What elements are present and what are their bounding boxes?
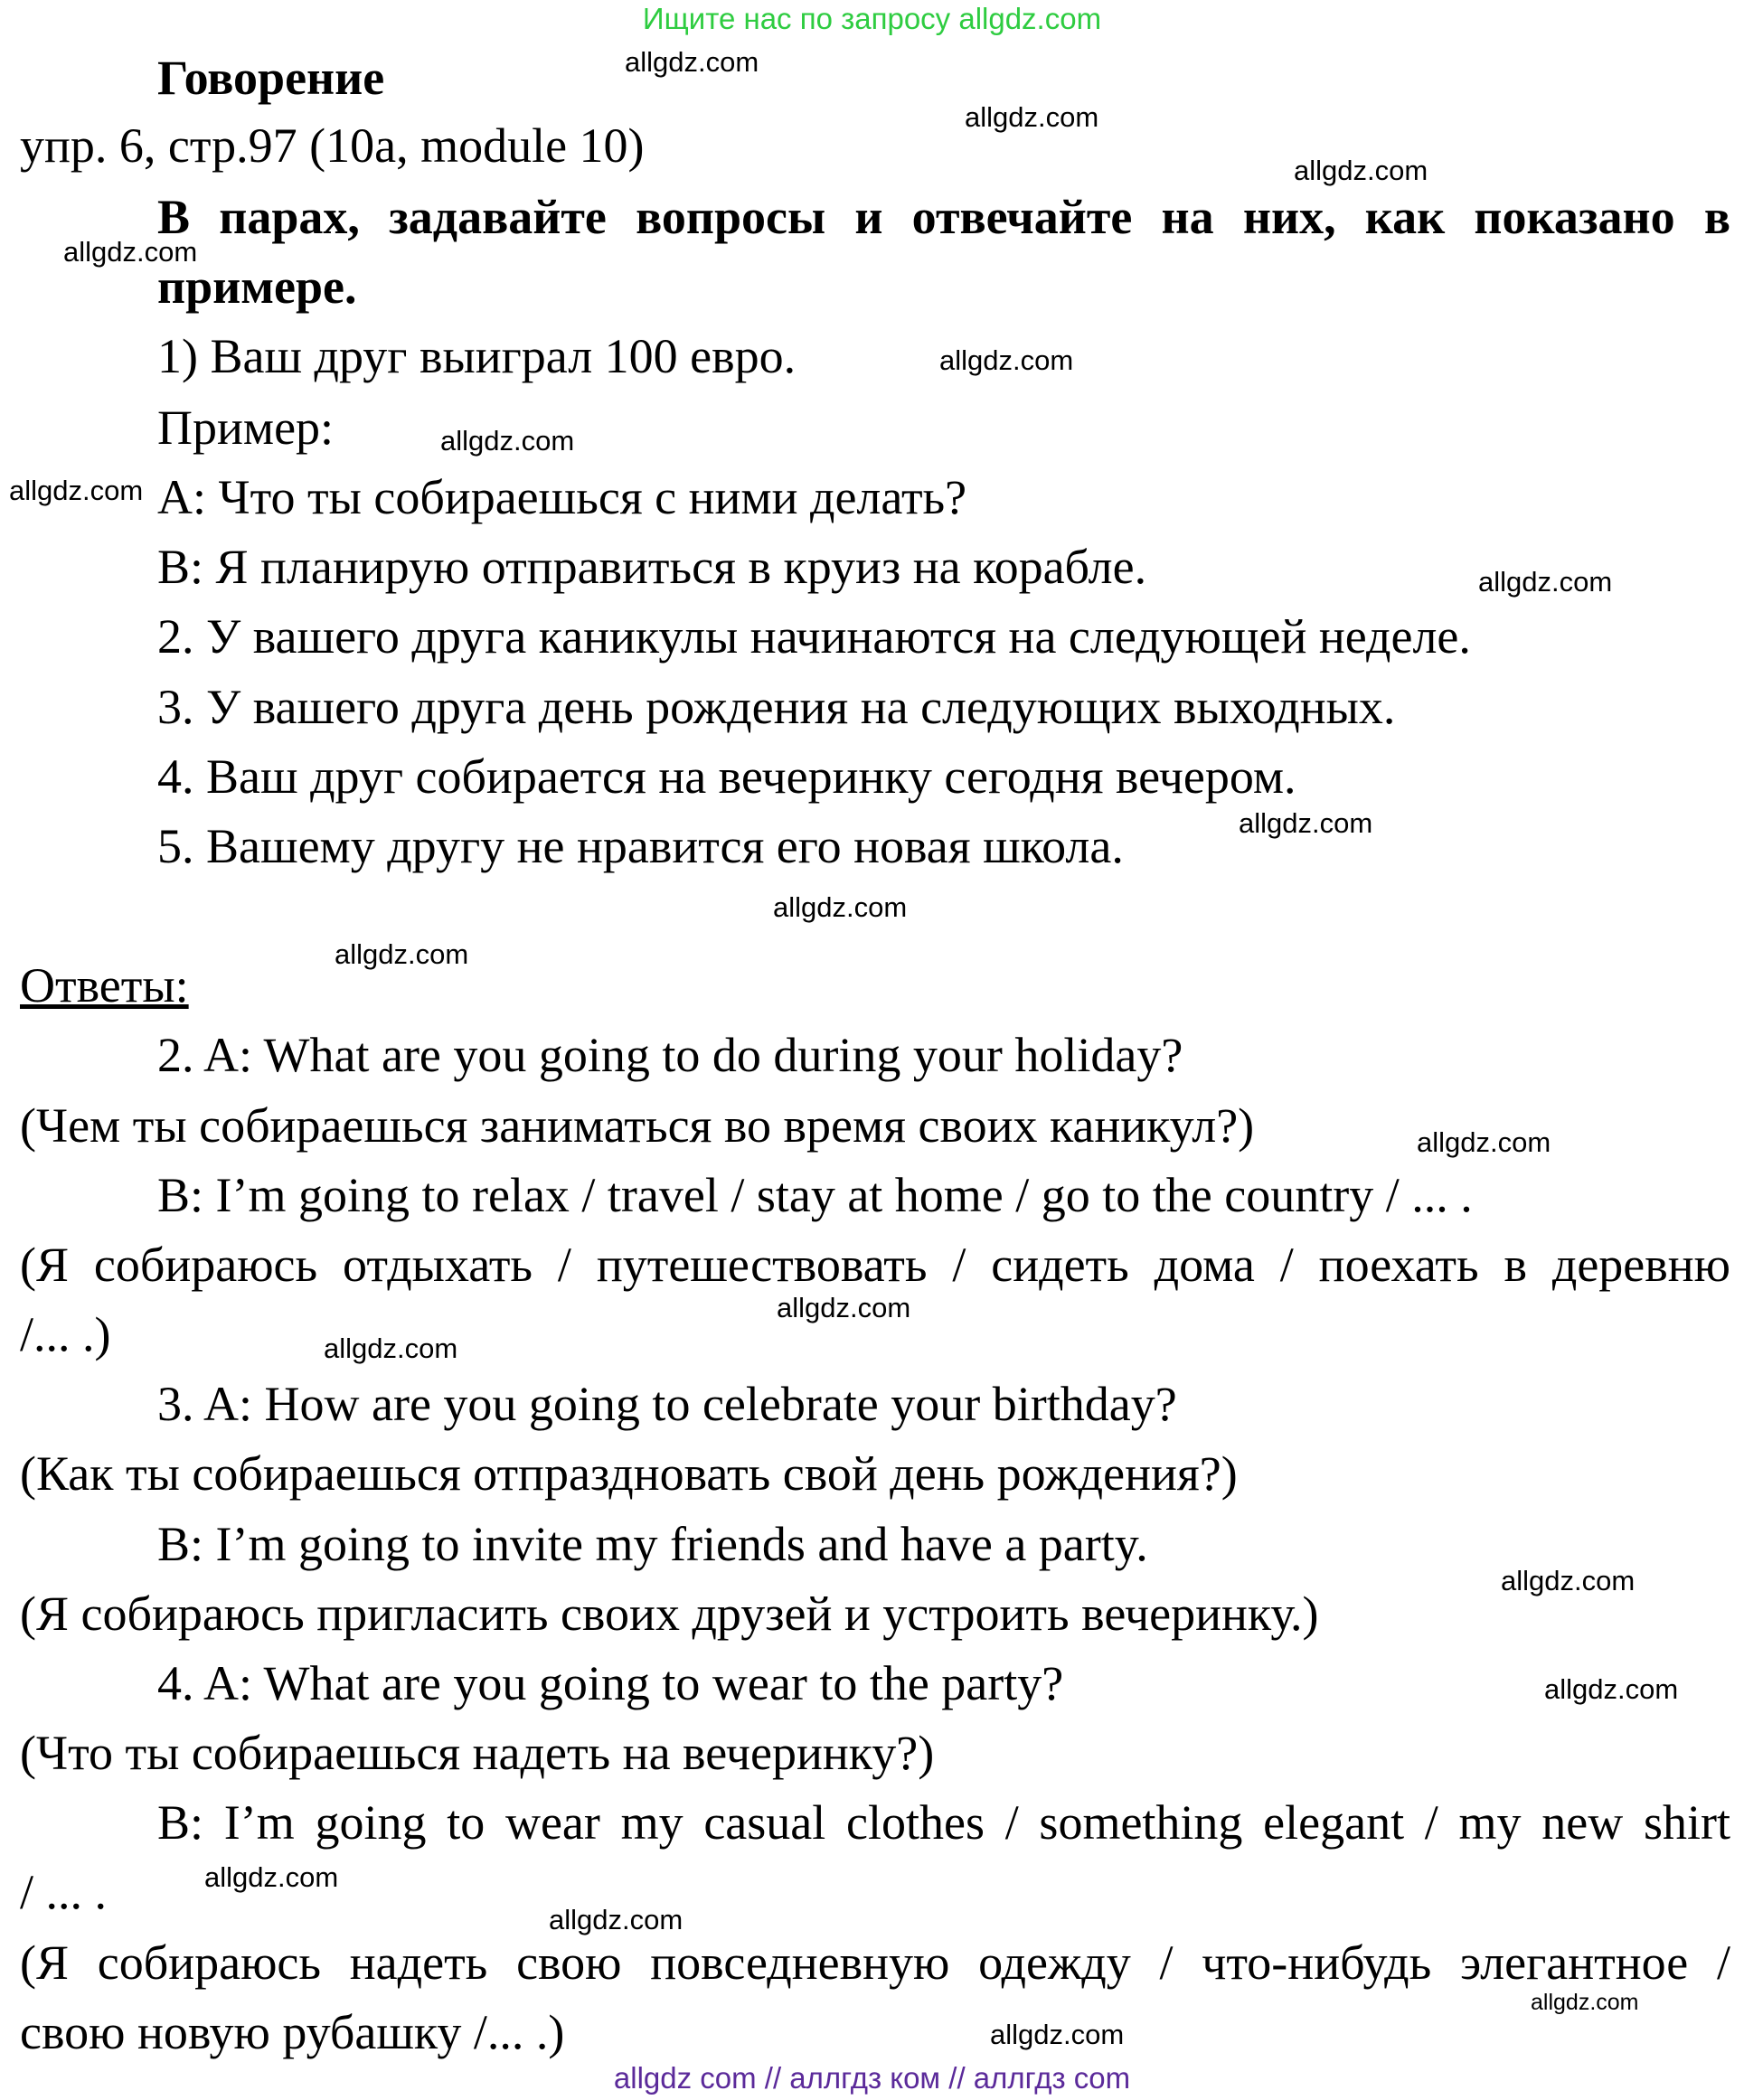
- answer-line: 3. A: How are you going to celebrate your birthday?: [157, 1377, 1177, 1431]
- answers-heading: Ответы:: [20, 958, 189, 1012]
- watermark: allgdz.com: [324, 1333, 458, 1364]
- search-banner: Ищите нас по запросу allgdz.com: [642, 2, 1102, 35]
- watermark: allgdz.com: [9, 475, 144, 506]
- task-line: 5. Вашему другу не нравится его новая школа.: [157, 819, 1124, 873]
- answer-line: (Что ты собираешься надеть на вечеринку?): [20, 1726, 935, 1780]
- watermark: allgdz.com: [204, 1861, 339, 1893]
- watermark: allgdz.com: [1478, 566, 1613, 598]
- watermark: allgdz.com: [1417, 1126, 1551, 1158]
- watermark: allgdz.com: [625, 46, 759, 78]
- watermark: allgdz.com: [965, 101, 1099, 133]
- watermark: allgdz.com: [1239, 807, 1373, 839]
- answer-line: / ... .: [20, 1865, 108, 1919]
- task-line: A: Что ты собираешься с ними делать?: [157, 470, 967, 524]
- watermark: allgdz.com: [1531, 1990, 1639, 2015]
- task-line: 4. Ваш друг собирается на вечеринку сегодня вечером.: [157, 749, 1296, 804]
- answer-line: B: I’m going to relax / travel / stay at home / go to the country / ... .: [157, 1168, 1473, 1222]
- watermark: allgdz.com: [1544, 1673, 1679, 1705]
- answer-line: (Я собираюсь надеть свою повседневную одежду / что-нибудь элегантное /: [20, 1935, 1730, 1990]
- watermark: allgdz.com: [777, 1292, 911, 1323]
- answer-line: /... .): [20, 1307, 111, 1361]
- watermark: allgdz.com: [440, 425, 575, 457]
- instruction-continued: примере.: [157, 259, 357, 314]
- answer-line: B: I’m going to invite my friends and have a party.: [157, 1517, 1148, 1571]
- watermark: allgdz.com: [1294, 155, 1428, 186]
- answer-line: B: I’m going to wear my casual clothes / something elegant / my new shirt: [157, 1795, 1730, 1850]
- task-line: Пример:: [157, 400, 335, 455]
- exercise-reference: упр. 6, стр.97 (10a, module 10): [20, 118, 645, 173]
- answer-line: (Я собираюсь отдыхать / путешествовать / сидеть дома / поехать в деревню: [20, 1238, 1730, 1292]
- task-line: 3. У вашего друга день рождения на следующих выходных.: [157, 680, 1396, 734]
- task-line: 1) Ваш друг выиграл 100 евро.: [157, 329, 797, 383]
- answer-line: (Я собираюсь пригласить своих друзей и устроить вечеринку.): [20, 1587, 1319, 1641]
- answer-line: 2. A: What are you going to do during your holiday?: [157, 1028, 1183, 1082]
- watermark: allgdz.com: [990, 2019, 1125, 2050]
- footer-banner: allgdz com // аллгдз ком // аллгдз com: [613, 2061, 1131, 2095]
- watermark: allgdz.com: [773, 891, 908, 923]
- answer-line: 4. A: What are you going to wear to the party?: [157, 1656, 1064, 1710]
- watermark: allgdz.com: [335, 938, 469, 970]
- answer-line: свою новую рубашку /... .): [20, 2005, 565, 2059]
- answer-line: (Чем ты собираешься заниматься во время своих каникул?): [20, 1098, 1255, 1153]
- watermark: allgdz.com: [1501, 1565, 1636, 1596]
- answer-line: (Как ты собираешься отпраздновать свой день рождения?): [20, 1446, 1238, 1501]
- task-line: B: Я планирую отправиться в круиз на корабле.: [157, 540, 1147, 594]
- section-title: Говорение: [157, 51, 385, 105]
- instruction: В парах, задавайте вопросы и отвечайте на них, как показано в: [157, 190, 1730, 244]
- watermark: allgdz.com: [63, 236, 198, 268]
- task-line: 2. У вашего друга каникулы начинаются на следующей неделе.: [157, 609, 1471, 664]
- watermark: allgdz.com: [549, 1904, 683, 1935]
- watermark: allgdz.com: [939, 344, 1074, 376]
